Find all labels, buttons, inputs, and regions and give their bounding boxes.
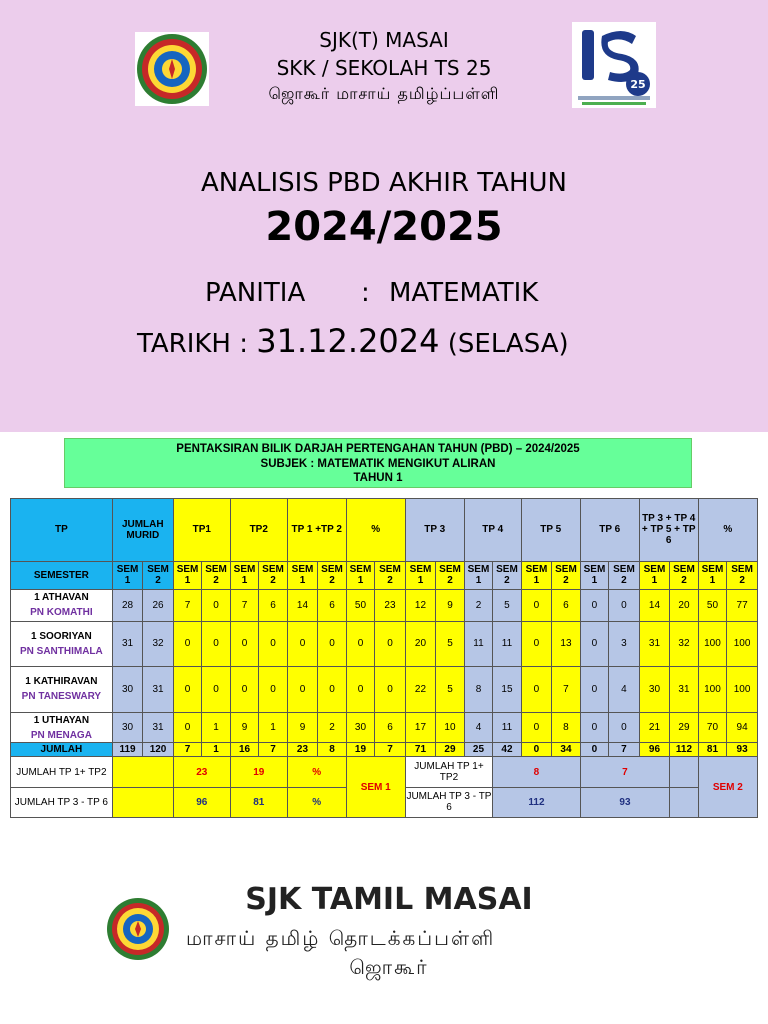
semester-cell: SEM 2 <box>436 561 464 589</box>
teacher-name: PN SANTHIMALA <box>19 645 103 657</box>
table-cell: 7 <box>552 666 580 712</box>
table-row <box>11 666 758 712</box>
total-cell: 7 <box>259 743 287 757</box>
table-row <box>11 589 758 621</box>
report-year: 2024/2025 <box>265 204 503 250</box>
table-cell: 70 <box>698 712 726 742</box>
sem1-tp36-percent-sign: % <box>287 787 346 817</box>
table-cell: 29 <box>670 712 699 742</box>
semester-cell: SEM 2 <box>670 561 699 589</box>
table-cell: 6 <box>375 712 406 742</box>
semester-cell: SEM 2 <box>202 561 230 589</box>
semester-cell: SEM 1 <box>173 561 201 589</box>
header-tp1-tp2: TP 1 +TP 2 <box>287 499 346 562</box>
table-cell: 28 <box>112 589 143 621</box>
table-cell: 0 <box>580 622 608 666</box>
panitia-separator: : <box>361 278 370 308</box>
summary-spacer <box>112 757 173 787</box>
school-name-line2: SKK / SEKOLAH TS 25 <box>276 56 492 80</box>
class-name: 1 KATHIRAVAN <box>25 676 98 688</box>
table-cell: 26 <box>143 589 174 621</box>
table-cell: 31 <box>143 712 174 742</box>
class-cell <box>11 712 113 742</box>
table-cell: 50 <box>346 589 374 621</box>
teacher-name: PN TANESWARY <box>21 691 102 703</box>
summary-label-tp36-right: JUMLAH TP 3 - TP 6 <box>405 787 492 817</box>
table-cell: 0 <box>346 622 374 666</box>
table-cell: 6 <box>259 589 287 621</box>
table-cell: 0 <box>375 622 406 666</box>
table-cell: 0 <box>173 666 201 712</box>
sem2-tp36-percent: 93 <box>580 787 670 817</box>
total-cell: 81 <box>698 743 726 757</box>
total-cell: 7 <box>375 743 406 757</box>
table-cell: 0 <box>521 622 552 666</box>
total-cell: 120 <box>143 743 174 757</box>
semester-cell: SEM 2 <box>552 561 580 589</box>
table-cell: 0 <box>521 589 552 621</box>
footer-school-title: SJK TAMIL MASAI <box>245 882 533 917</box>
table-cell: 11 <box>464 622 492 666</box>
summary-spacer <box>670 787 699 817</box>
table-cell: 23 <box>375 589 406 621</box>
summary-spacer <box>112 787 173 817</box>
table-cell: 1 <box>259 712 287 742</box>
table-cell: 13 <box>552 622 580 666</box>
total-cell: 8 <box>318 743 346 757</box>
table-cell: 0 <box>346 666 374 712</box>
header-tp5: TP 5 <box>521 499 580 562</box>
semester-cell: SEM 2 <box>318 561 346 589</box>
semester-cell: SEM 2 <box>727 561 758 589</box>
table-header-row <box>11 499 758 562</box>
table-cell: 4 <box>609 666 640 712</box>
banner-line2: SUBJEK : MATEMATIK MENGIKUT ALIRAN <box>260 457 496 470</box>
sem2-label: SEM 2 <box>698 757 757 818</box>
table-cell: 12 <box>405 589 436 621</box>
table-cell: 8 <box>464 666 492 712</box>
header-tp3: TP 3 <box>405 499 464 562</box>
tarikh-label: TARIKH : <box>137 329 249 359</box>
table-cell: 7 <box>230 589 258 621</box>
sem1-label: SEM 1 <box>346 757 405 818</box>
footer-school-tamil-line2: ஜொகூர் <box>349 955 429 979</box>
table-cell: 0 <box>287 622 318 666</box>
table-cell: 0 <box>521 712 552 742</box>
table-cell: 21 <box>639 712 670 742</box>
tarikh-date: 31.12.2024 <box>256 322 440 360</box>
header-tp4: TP 4 <box>464 499 521 562</box>
total-row <box>11 743 758 757</box>
total-cell: 19 <box>346 743 374 757</box>
table-cell: 30 <box>346 712 374 742</box>
table-cell: 3 <box>609 622 640 666</box>
header-tp2: TP2 <box>230 499 287 562</box>
table-cell: 0 <box>202 622 230 666</box>
table-cell: 14 <box>639 589 670 621</box>
total-cell: 119 <box>112 743 143 757</box>
total-cell: 112 <box>670 743 699 757</box>
tarikh-day: (SELASA) <box>447 329 569 359</box>
sem2-tp36-count: 112 <box>493 787 580 817</box>
pbd-banner <box>64 438 692 488</box>
semester-cell: SEM 1 <box>639 561 670 589</box>
table-cell: 0 <box>318 622 346 666</box>
summary-label-tp12-right: JUMLAH TP 1+ TP2 <box>405 757 492 787</box>
total-cell: 71 <box>405 743 436 757</box>
table-cell: 0 <box>230 622 258 666</box>
total-cell: 93 <box>727 743 758 757</box>
header-tp6: TP 6 <box>580 499 639 562</box>
total-cell: 42 <box>493 743 521 757</box>
table-cell: 31 <box>670 666 699 712</box>
table-row <box>11 622 758 666</box>
table-cell: 0 <box>173 712 201 742</box>
header-tp: TP <box>11 499 113 562</box>
header-semester: SEMESTER <box>11 561 113 589</box>
total-cell: 16 <box>230 743 258 757</box>
table-cell: 100 <box>698 666 726 712</box>
table-cell: 6 <box>318 589 346 621</box>
semester-cell: SEM 1 <box>230 561 258 589</box>
table-cell: 0 <box>173 622 201 666</box>
total-cell: 96 <box>639 743 670 757</box>
total-cell: 29 <box>436 743 464 757</box>
table-cell: 32 <box>670 622 699 666</box>
table-cell: 20 <box>670 589 699 621</box>
table-cell: 0 <box>580 589 608 621</box>
table-row <box>11 712 758 742</box>
table-cell: 14 <box>287 589 318 621</box>
table-cell: 1 <box>202 712 230 742</box>
semester-cell: SEM 2 <box>375 561 406 589</box>
table-cell: 17 <box>405 712 436 742</box>
table-cell: 0 <box>580 666 608 712</box>
table-cell: 100 <box>698 622 726 666</box>
table-cell: 50 <box>698 589 726 621</box>
ts25-logo-number: 25 <box>630 78 646 91</box>
banner-line3: TAHUN 1 <box>353 472 403 484</box>
table-cell: 77 <box>727 589 758 621</box>
header-percent-1: % <box>346 499 405 562</box>
table-cell: 31 <box>639 622 670 666</box>
table-cell: 0 <box>580 712 608 742</box>
table-cell: 10 <box>436 712 464 742</box>
class-cell <box>11 622 113 666</box>
table-cell: 0 <box>609 589 640 621</box>
table-cell: 9 <box>230 712 258 742</box>
total-cell: 7 <box>609 743 640 757</box>
table-cell: 94 <box>727 712 758 742</box>
class-name: 1 SOORIYAN <box>31 630 92 642</box>
sem2-tp12-percent: 7 <box>580 757 670 787</box>
banner-line1: PENTAKSIRAN BILIK DARJAH PERTENGAHAN TAHUN (PBD) – 2024/2025 <box>176 443 580 455</box>
semester-cell: SEM 1 <box>405 561 436 589</box>
total-label: JUMLAH <box>11 743 113 757</box>
table-cell: 5 <box>436 666 464 712</box>
table-cell: 31 <box>112 622 143 666</box>
table-cell: 20 <box>405 622 436 666</box>
total-cell: 1 <box>202 743 230 757</box>
table-cell: 30 <box>112 712 143 742</box>
table-cell: 0 <box>318 666 346 712</box>
table-cell: 15 <box>493 666 521 712</box>
semester-cell: SEM 1 <box>112 561 143 589</box>
teacher-name: PN MENAGA <box>30 729 92 741</box>
table-cell: 7 <box>173 589 201 621</box>
table-cell: 100 <box>727 666 758 712</box>
table-cell: 2 <box>318 712 346 742</box>
semester-cell: SEM 1 <box>698 561 726 589</box>
semester-cell: SEM 1 <box>287 561 318 589</box>
table-cell: 9 <box>436 589 464 621</box>
panitia-line <box>205 278 539 308</box>
table-cell: 5 <box>493 589 521 621</box>
summary-label-tp12: JUMLAH TP 1+ TP2 <box>11 757 113 787</box>
table-cell: 9 <box>287 712 318 742</box>
table-cell: 30 <box>639 666 670 712</box>
table-cell: 0 <box>259 622 287 666</box>
summary-spacer <box>670 757 699 787</box>
total-cell: 25 <box>464 743 492 757</box>
semester-cell: SEM 2 <box>259 561 287 589</box>
table-cell: 0 <box>230 666 258 712</box>
table-cell: 0 <box>202 666 230 712</box>
report-title: ANALISIS PBD AKHIR TAHUN <box>201 168 567 198</box>
summary-label-tp36: JUMLAH TP 3 - TP 6 <box>11 787 113 817</box>
panitia-value: MATEMATIK <box>389 278 539 308</box>
total-cell: 0 <box>521 743 552 757</box>
school-name-line1: SJK(T) MASAI <box>319 28 449 52</box>
school-name-tamil: ஜொகூர் மாசாய் தமிழ்ப்பள்ளி <box>268 84 500 103</box>
semester-cell: SEM 1 <box>580 561 608 589</box>
tarikh-line <box>137 322 569 360</box>
table-cell: 30 <box>112 666 143 712</box>
table-cell: 100 <box>727 622 758 666</box>
semester-row <box>11 561 758 589</box>
sem1-tp12-percent: 19 <box>230 757 287 787</box>
sem1-tp12-count: 23 <box>173 757 230 787</box>
table-cell: 0 <box>609 712 640 742</box>
table-cell: 0 <box>202 589 230 621</box>
sem2-tp12-count: 8 <box>493 757 580 787</box>
panitia-label: PANITIA <box>205 278 306 308</box>
teacher-name: PN KOMATHI <box>30 607 93 619</box>
table-cell: 6 <box>552 589 580 621</box>
header-jumlah-murid: JUMLAH MURID <box>112 499 173 562</box>
header-tp1: TP1 <box>173 499 230 562</box>
class-name: 1 ATHAVAN <box>34 592 89 604</box>
class-name: 1 UTHAYAN <box>33 714 90 726</box>
semester-cell: SEM 1 <box>521 561 552 589</box>
footer-school-tamil-line1: மாசாய் தமிழ் தொடக்கப்பள்ளி <box>186 926 496 950</box>
header-tp3-tp6: TP 3 + TP 4 + TP 5 + TP 6 <box>639 499 698 562</box>
header-percent-2: % <box>698 499 757 562</box>
pbd-analysis-table <box>10 498 758 818</box>
table-cell: 0 <box>375 666 406 712</box>
class-cell <box>11 666 113 712</box>
semester-cell: SEM 1 <box>346 561 374 589</box>
semester-cell: SEM 2 <box>143 561 174 589</box>
semester-cell: SEM 2 <box>609 561 640 589</box>
total-cell: 7 <box>173 743 201 757</box>
ts25-logo-right <box>572 22 656 108</box>
semester-cell: SEM 2 <box>493 561 521 589</box>
total-cell: 23 <box>287 743 318 757</box>
class-cell <box>11 589 113 621</box>
table-cell: 0 <box>287 666 318 712</box>
total-cell: 34 <box>552 743 580 757</box>
table-cell: 22 <box>405 666 436 712</box>
table-cell: 2 <box>464 589 492 621</box>
sem1-tp12-percent-sign: % <box>287 757 346 787</box>
sem1-tp36-percent: 81 <box>230 787 287 817</box>
table-cell: 31 <box>143 666 174 712</box>
total-cell: 0 <box>580 743 608 757</box>
table-cell: 4 <box>464 712 492 742</box>
table-cell: 0 <box>521 666 552 712</box>
semester-cell: SEM 1 <box>464 561 492 589</box>
sem1-tp36-count: 96 <box>173 787 230 817</box>
table-cell: 11 <box>493 712 521 742</box>
table-cell: 8 <box>552 712 580 742</box>
table-cell: 11 <box>493 622 521 666</box>
table-cell: 32 <box>143 622 174 666</box>
table-cell: 5 <box>436 622 464 666</box>
table-cell: 0 <box>259 666 287 712</box>
summary-row-tp12 <box>11 757 758 787</box>
